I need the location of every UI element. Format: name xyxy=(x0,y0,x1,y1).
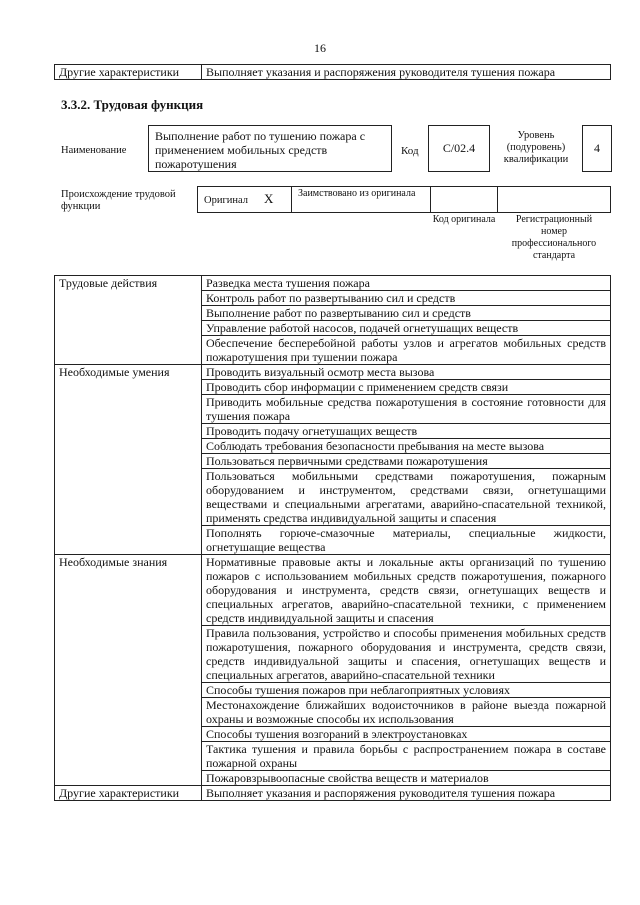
table-row: Проводить визуальный осмотр места вызова xyxy=(202,365,611,380)
group-label-actions: Трудовые действия xyxy=(55,276,202,291)
code-of-original-cell xyxy=(430,186,498,213)
original-label: Оригинал xyxy=(204,195,248,206)
table-row: Пожаровзрывоопасные свойства веществ и материалов xyxy=(202,771,611,786)
group-label-skills: Необходимые умения xyxy=(55,365,202,380)
top-other-value: Выполняет указания и распоряжения руководителя тушения пожара xyxy=(202,65,611,80)
bottom-other-value: Выполняет указания и распоряжения руководителя тушения пожара xyxy=(202,786,611,801)
table-row: Местонахождение ближайших водоисточников в районе выезда пожарной охраны и возможные способы их использования xyxy=(202,698,611,727)
table-row: Контроль работ по развертыванию сил и средств xyxy=(202,291,611,306)
top-other-characteristics-table xyxy=(54,64,611,80)
table-row: Тактика тушения и правила борьбы с распространением пожара в составе пожарной охраны xyxy=(202,742,611,771)
level-label: Уровень (подуровень) квалификации xyxy=(503,130,569,165)
table-row: Пополнять горюче-смазочные материалы, специальные жидкости, огнетушащие вещества xyxy=(202,526,611,555)
reg-number-label: Регистрационный номер профессионального стандарта xyxy=(511,214,597,261)
reg-number-cell xyxy=(497,186,611,213)
table-row: Управление работой насосов, подачей огнетушащих веществ xyxy=(202,321,611,336)
table-row: Способы тушения возгораний в электроустановках xyxy=(202,727,611,742)
table-row: Правила пользования, устройство и способы применения мобильных средств пожаротушения, пожарного оборудования и инструмента, средств связи, средств индивидуальной защиты и спасения, огнетушащих веществ и специальных агрегатов, аварийно-спасательной техники xyxy=(202,626,611,683)
code-of-original-label: Код оригинала xyxy=(432,214,496,225)
section-heading: 3.3.2. Трудовая функция xyxy=(61,97,204,112)
table-row: Пользоваться мобильными средствами пожаротушения, пожарным оборудованием и инструментом, средствами связи, огнетушащими веществами и специальными агрегатами, аварийно-спасательной техникой, применять средства индивидуальной защиты и спасения xyxy=(202,469,611,526)
table-row: Проводить подачу огнетушащих веществ xyxy=(202,424,611,439)
page-number: 16 xyxy=(314,41,326,55)
origin-label: Происхождение трудовой функции xyxy=(61,189,176,212)
function-name-box: Выполнение работ по тушению пожара с применением мобильных средств пожаротушения xyxy=(148,125,392,172)
table-row: Выполнение работ по развертыванию сил и средств xyxy=(202,306,611,321)
table-row: Нормативные правовые акты и локальные акты организаций по тушению пожаров с использованием мобильных средств пожаротушения, пожарного оборудования и инструмента, средств связи, огнетушащих веществ и специальных агрегатов, аварийно-спасательной техники, с применением средств индивидуальной защиты и спасения xyxy=(202,555,611,626)
original-mark: X xyxy=(264,191,274,206)
table-row: Пользоваться первичными средствами пожаротушения xyxy=(202,454,611,469)
table-row: Способы тушения пожаров при неблагоприятных условиях xyxy=(202,683,611,698)
original-cell xyxy=(197,186,292,213)
bottom-other-label: Другие характеристики xyxy=(55,786,202,801)
code-value-box: C/02.4 xyxy=(428,125,490,172)
group-label-knowledge: Необходимые знания xyxy=(55,555,202,626)
name-label: Наименование xyxy=(61,145,127,156)
level-value-box: 4 xyxy=(582,125,612,172)
table-row: Соблюдать требования безопасности пребывания на месте вызова xyxy=(202,439,611,454)
borrowed-cell: Заимствовано из оригинала xyxy=(291,186,431,213)
table-row: Обеспечение бесперебойной работы узлов и агрегатов мобильных средств пожаротушения при тушении пожара xyxy=(202,336,611,365)
code-label: Код xyxy=(401,145,419,157)
table-row: Разведка места тушения пожара xyxy=(202,276,611,291)
table-row: Проводить сбор информации с применением средств связи xyxy=(202,380,611,395)
table-row: Приводить мобильные средства пожаротушения в состояние готовности для тушения пожара xyxy=(202,395,611,424)
top-other-label: Другие характеристики xyxy=(55,65,202,80)
function-details-table xyxy=(54,275,611,801)
